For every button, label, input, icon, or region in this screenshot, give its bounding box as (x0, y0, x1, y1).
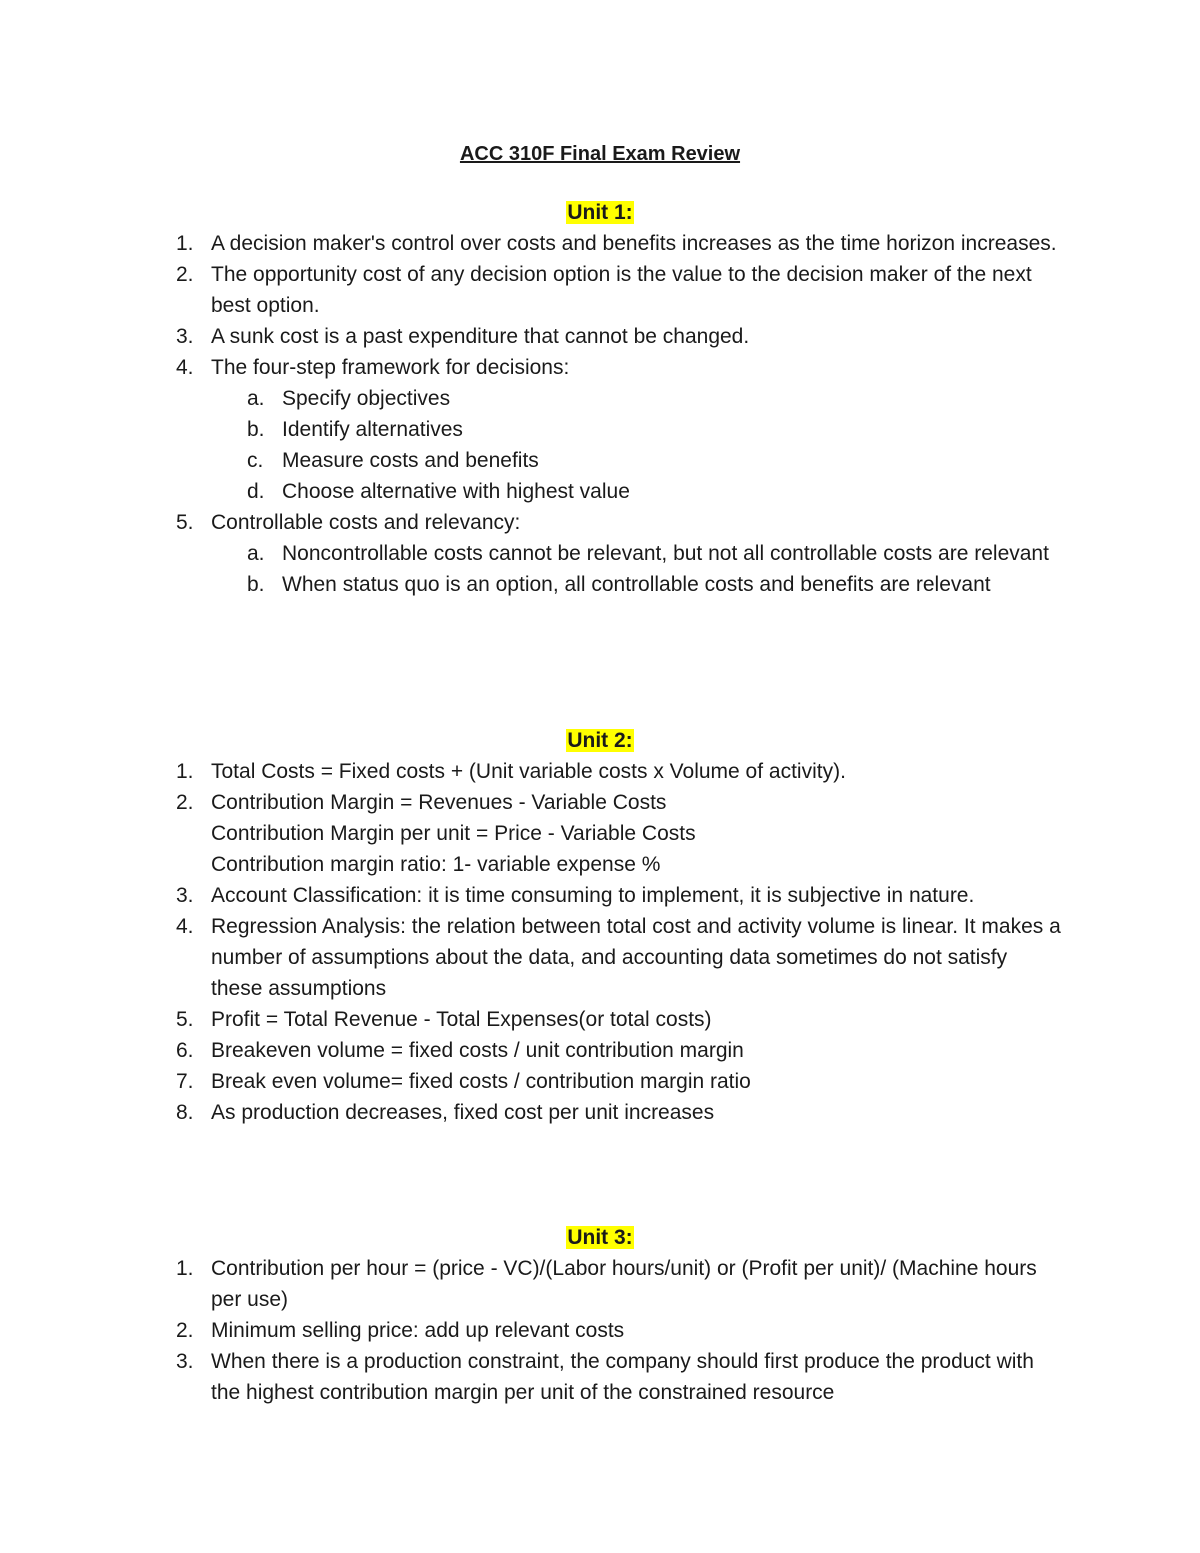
item-number: 2. (176, 1319, 194, 1342)
item-extra-line: Contribution margin ratio: 1- variable expense % (211, 853, 661, 876)
unit-heading (0, 1222, 1200, 1253)
unit-3-list (0, 1253, 1200, 1408)
list-item (0, 228, 1061, 259)
item-text: Profit = Total Revenue - Total Expenses(or total costs) (211, 1008, 712, 1031)
list-item (0, 259, 1061, 321)
unit-1-section (0, 197, 1200, 600)
item-number: 5. (176, 1008, 194, 1031)
item-text: A decision maker's control over costs and benefits increases as the time horizon increases. (211, 232, 1057, 255)
list-item (0, 1346, 1061, 1408)
item-number: 8. (176, 1101, 194, 1124)
sub-item-letter: a. (247, 542, 265, 565)
sub-list (211, 538, 1061, 600)
sub-item-text: Measure costs and benefits (282, 449, 539, 472)
item-number: 4. (176, 356, 194, 379)
sub-item-text: Choose alternative with highest value (282, 480, 630, 503)
unit-heading-label: Unit 1: (567, 201, 633, 224)
item-number: 5. (176, 511, 194, 534)
item-text: Contribution Margin = Revenues - Variable Costs (211, 791, 667, 814)
list-item (0, 1315, 1061, 1346)
sub-item-letter: d. (247, 480, 265, 503)
item-text: When there is a production constraint, the company should first produce the product with the highest contribution margin per unit of the constrained resource (211, 1350, 1034, 1404)
unit-heading-label: Unit 2: (567, 729, 633, 752)
item-number: 1. (176, 1257, 194, 1280)
sub-list-item (247, 383, 1061, 414)
unit-heading-label: Unit 3: (567, 1226, 633, 1249)
item-text: Regression Analysis: the relation between total cost and activity volume is linear. It makes a number of assumptions about the data, and accounting data sometimes do not satisfy these assumptions (211, 915, 1061, 1000)
sub-item-letter: b. (247, 573, 265, 596)
item-number: 3. (176, 1350, 194, 1373)
item-text: As production decreases, fixed cost per unit increases (211, 1101, 715, 1124)
sub-list-item (247, 445, 1061, 476)
item-number: 4. (176, 915, 194, 938)
item-number: 3. (176, 884, 194, 907)
unit-3-section (0, 1222, 1200, 1408)
sub-item-letter: a. (247, 387, 265, 410)
item-number: 2. (176, 263, 194, 286)
item-extra-line: Contribution Margin per unit = Price - Variable Costs (211, 822, 696, 845)
list-item (0, 911, 1061, 1004)
list-item (0, 880, 1061, 911)
item-text: Minimum selling price: add up relevant costs (211, 1319, 625, 1342)
sub-list-item (247, 414, 1061, 445)
sub-list (211, 383, 1061, 507)
item-text: Break even volume= fixed costs / contribution margin ratio (211, 1070, 751, 1093)
item-text: The opportunity cost of any decision option is the value to the decision maker of the next best option. (211, 263, 1032, 317)
sub-list-item (247, 569, 1061, 600)
unit-heading (0, 725, 1200, 756)
sub-item-text: Specify objectives (282, 387, 451, 410)
list-item (0, 352, 1061, 507)
item-text: Total Costs = Fixed costs + (Unit variable costs x Volume of activity). (211, 760, 846, 783)
item-text: Account Classification: it is time consuming to implement, it is subjective in nature. (211, 884, 975, 907)
sub-item-letter: b. (247, 418, 265, 441)
sub-list-item (247, 476, 1061, 507)
item-number: 2. (176, 791, 194, 814)
list-item (0, 1253, 1061, 1315)
list-item (0, 1004, 1061, 1035)
item-number: 1. (176, 760, 194, 783)
list-item (0, 1066, 1061, 1097)
sub-item-text: Identify alternatives (282, 418, 463, 441)
item-text: Breakeven volume = fixed costs / unit contribution margin (211, 1039, 744, 1062)
unit-heading (0, 197, 1200, 228)
document-title: ACC 310F Final Exam Review (459, 143, 741, 165)
item-text: A sunk cost is a past expenditure that cannot be changed. (211, 325, 750, 348)
sub-item-text: Noncontrollable costs cannot be relevant, but not all controllable costs are relevant (282, 542, 1049, 565)
list-item (0, 507, 1061, 600)
item-number: 3. (176, 325, 194, 348)
item-text: The four-step framework for decisions: (211, 356, 570, 379)
list-item (0, 787, 1061, 880)
item-number: 1. (176, 232, 194, 255)
list-item (0, 756, 1061, 787)
item-text: Controllable costs and relevancy: (211, 511, 521, 534)
list-item (0, 1097, 1061, 1128)
unit-2-list (0, 756, 1200, 1128)
sub-item-letter: c. (247, 449, 264, 472)
item-number: 7. (176, 1070, 194, 1093)
list-item (0, 321, 1061, 352)
sub-item-text: When status quo is an option, all controllable costs and benefits are relevant (282, 573, 991, 596)
unit-2-section (0, 725, 1200, 1128)
sub-list-item (247, 538, 1061, 569)
list-item (0, 1035, 1061, 1066)
item-text: Contribution per hour = (price - VC)/(Labor hours/unit) or (Profit per unit)/ (Machine hours per use) (211, 1257, 1037, 1311)
unit-1-list (0, 228, 1200, 600)
item-number: 6. (176, 1039, 194, 1062)
